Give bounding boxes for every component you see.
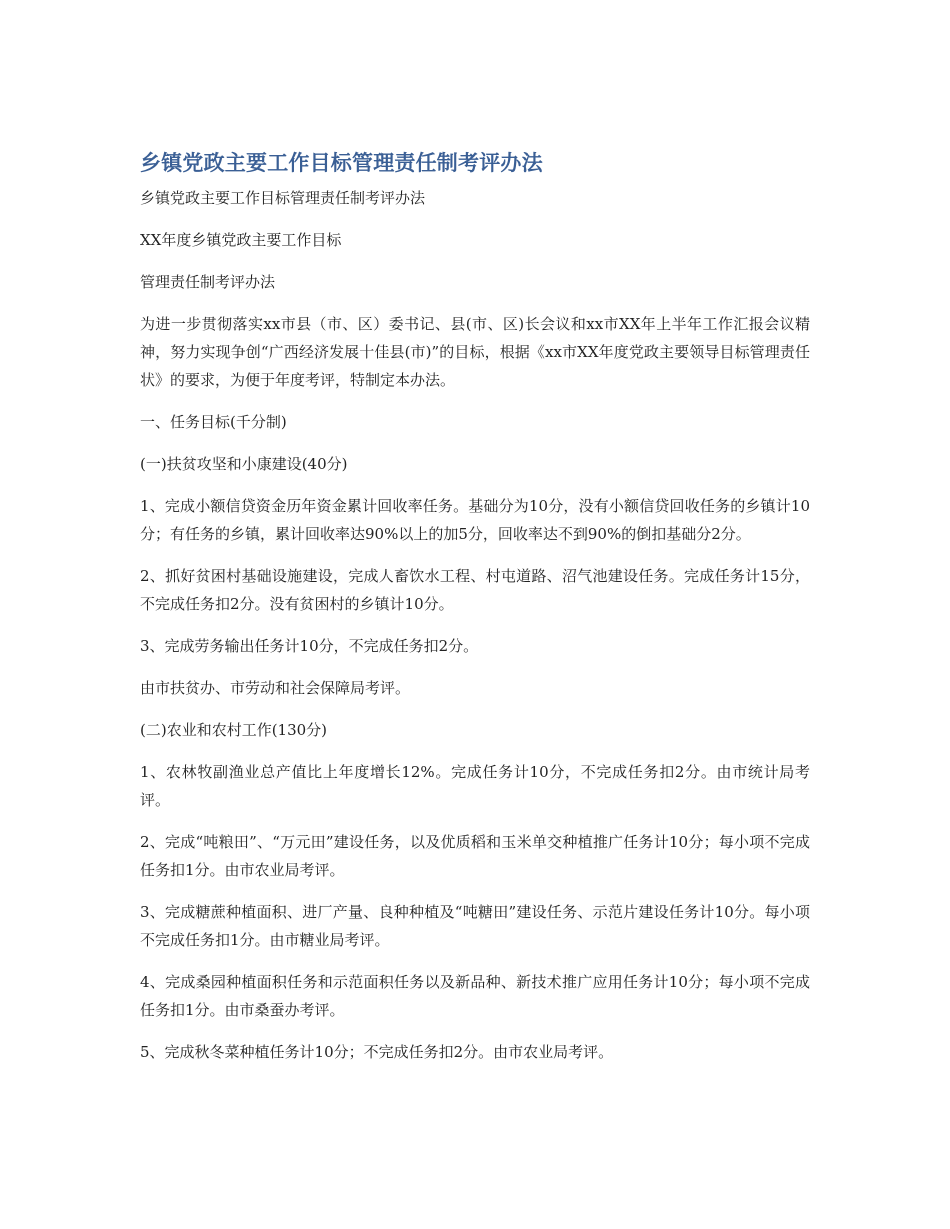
intro-paragraph: 为进一步贯彻落实xx市县（市、区）委书记、县(市、区)长会议和xx市XX年上半年工作汇报会议精神，努力实现争创“广西经济发展十佳县(市)”的目标，根据《xx市XX年度党政主要领导目标管理责任状》的要求，为便于年度考评，特制定本办法。 xyxy=(140,315,810,389)
item-paragraph: 2、完成“吨粮田”、“万元田”建设任务，以及优质稻和玉米单交种植推广任务计10分；每小项不完成任务扣1分。由市农业局考评。 xyxy=(140,833,810,879)
item-paragraph: 3、完成糖蔗种植面积、进厂产量、良种种植及“吨糖田”建设任务、示范片建设任务计10分。每小项不完成任务扣1分。由市糖业局考评。 xyxy=(140,903,810,949)
section-heading-paragraph: 一、任务目标(千分制) xyxy=(140,413,287,431)
subsection-heading-paragraph: (二)农业和农村工作(130分) xyxy=(140,721,328,739)
year-heading-paragraph: XX年度乡镇党政主要工作目标 xyxy=(140,231,342,249)
document-page xyxy=(140,148,810,1080)
document-title: 乡镇党政主要工作目标管理责任制考评办法 xyxy=(140,151,543,175)
item-paragraph: 3、完成劳务输出任务计10分，不完成任务扣2分。 xyxy=(140,637,479,655)
subsection-heading-paragraph: (一)扶贫攻坚和小康建设(40分) xyxy=(140,455,348,473)
assessor-paragraph: 由市扶贫办、市劳动和社会保障局考评。 xyxy=(140,679,411,697)
item-paragraph: 4、完成桑园种植面积任务和示范面积任务以及新品种、新技术推广应用任务计10分；每小项不完成任务扣1分。由市桑蚕办考评。 xyxy=(140,973,810,1019)
item-paragraph: 2、抓好贫困村基础设施建设，完成人畜饮水工程、村屯道路、沼气池建设任务。完成任务计15分，不完成任务扣2分。没有贫困村的乡镇计10分。 xyxy=(140,567,810,613)
method-heading-paragraph: 管理责任制考评办法 xyxy=(140,273,276,291)
item-paragraph: 1、完成小额信贷资金历年资金累计回收率任务。基础分为10分，没有小额信贷回收任务的乡镇计10分；有任务的乡镇，累计回收率达90%以上的加5分，回收率达不到90%的倒扣基础分2分。 xyxy=(140,497,810,543)
subtitle-paragraph: 乡镇党政主要工作目标管理责任制考评办法 xyxy=(140,189,426,207)
item-paragraph: 1、农林牧副渔业总产值比上年度增长12%。完成任务计10分，不完成任务扣2分。由市统计局考评。 xyxy=(140,763,810,809)
item-paragraph: 5、完成秋冬菜种植任务计10分；不完成任务扣2分。由市农业局考评。 xyxy=(140,1043,614,1061)
